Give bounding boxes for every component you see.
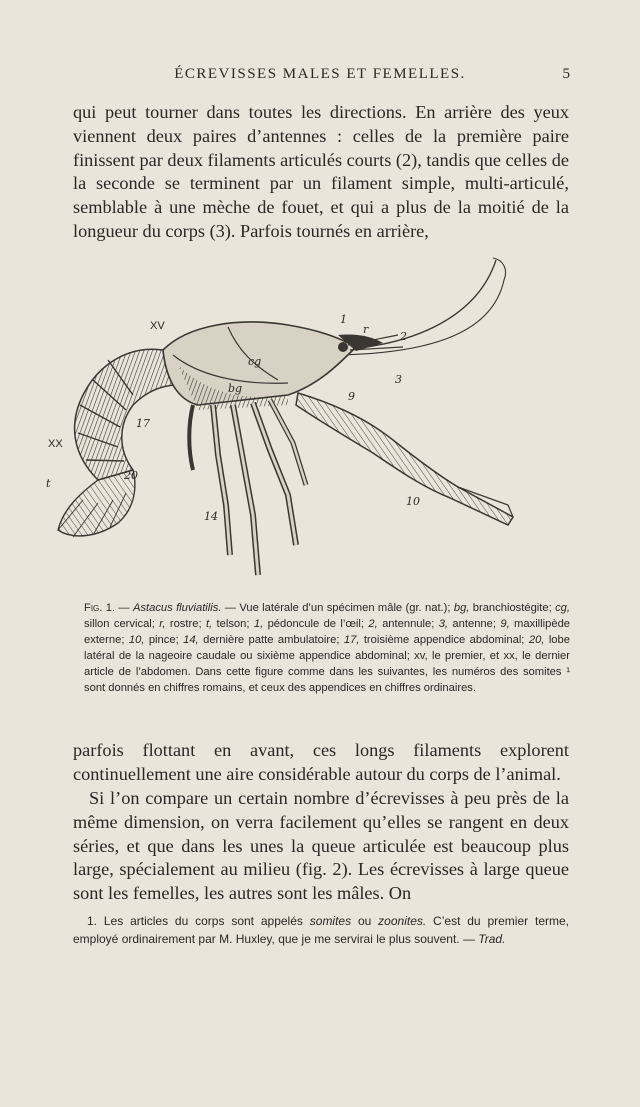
fig-label-cg: cg [248,355,262,368]
paragraph-comparison: Si l’on compare un certain nombre d’écrevisses à peu près de la même dimension, on verra facilement qu’elles se rangent en deux séries, et que dans les unes la queue articulée est beaucoup plus large, spécialement au milieu (fig. 2). Les écrevisses à large queue sont les femelles, les autres sont les mâles. On [73,788,569,904]
fig-label-14: 14 [204,510,218,523]
fig-label-xv: XV [150,320,165,332]
fig-label-r: r [363,323,369,336]
footnote: 1. Les articles du corps sont appelés somites ou zoonites. C’est du premier terme, employé ordinairement par M. Huxley, que je me servirai le plus souvent. — Trad. [73,914,569,946]
fig-label-3: 3 [395,373,402,386]
figure-caption: Fig. 1. — Astacus fluviatilis. — Vue latérale d’un spécimen mâle (gr. nat.); bg, branchiostégite; cg, sillon cervical; r, rostre; t, telson; 1, pédoncule de l’œil; 2, antennule; 3, antenne; 9, maxillipède externe; 10, pince; 14, dernière patte ambulatoire; 17, troisième appendice abdominal; 20, lobe latéral de la nageoire caudale ou sixième appendice abdominal; xv, le premier, et xx, le dernier article de l’abdomen. Dans cette figure comme dans les suivantes, les numéros des somites ¹ sont donnés en chiffres romains, et ceux des appendices en chiffres ordinaires. [84,602,571,694]
fig-label-2: 2 [400,330,407,343]
fig-label-20: 20 [124,469,138,482]
paragraph-top: qui peut tourner dans toutes les directions. En arrière des yeux viennent deux paires d’antennes : celles de la première paire finissent par deux filaments articulés courts (2), tandis que celles de la seconde se terminent par un filament simple, multi-articulé, semblable à une mèche de fouet, et qui a plus de la moitié de la longueur du corps (3). Parfois tournés en arrière, [73,102,569,241]
fig-label-bg: bg [228,382,243,395]
fig-label-xx: XX [48,438,63,450]
fig-label-17: 17 [136,417,150,430]
fig-label-1: 1 [340,313,347,326]
fig-label-9: 9 [348,390,355,403]
running-head: ÉCREVISSES MALES ET FEMELLES. [174,66,466,82]
paragraph-continued: parfois flottant en avant, ces longs filaments explorent continuellement une aire considérable autour du corps de l’animal. [73,740,569,784]
crayfish-illustration [38,255,518,600]
fig-label-t: t [46,477,51,490]
page-number: 5 [562,66,570,82]
fig-label-10: 10 [406,495,420,508]
